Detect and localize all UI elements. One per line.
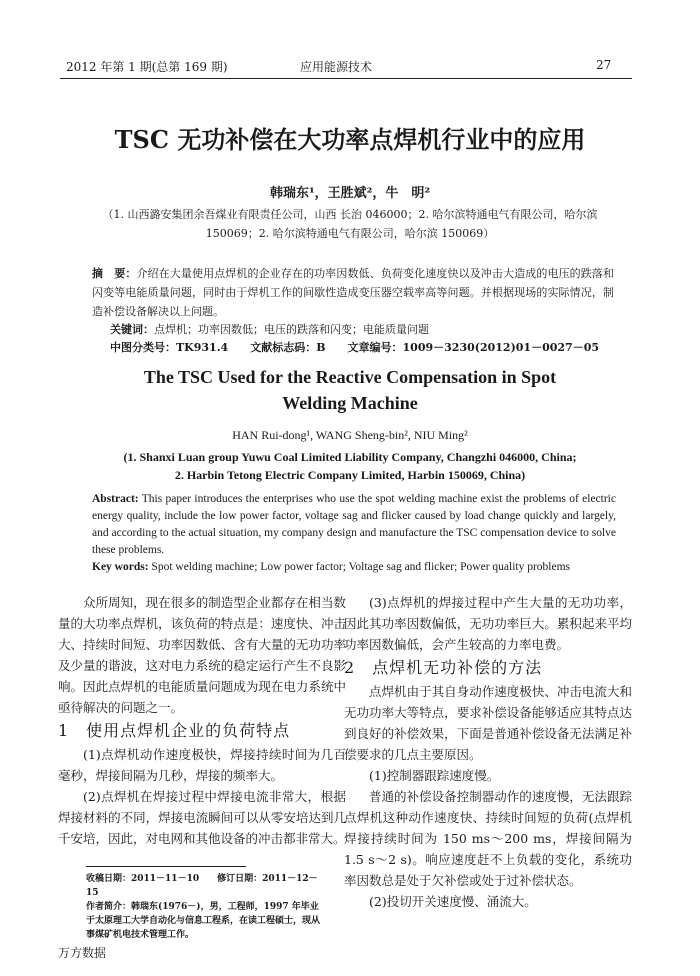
- body-column-left: [58, 592, 346, 849]
- keywords-english-label: Key words:: [92, 561, 149, 573]
- abstract-chinese-label: 摘 要：: [92, 267, 137, 280]
- header-issue: 2012 年第 1 期(总第 169 期): [66, 60, 228, 74]
- keywords-chinese-text: 点焊机；功率因数低；电压的跌落和闪变；电能质量问题: [154, 323, 429, 336]
- title-chinese: TSC 无功补偿在大功率点焊机行业中的应用: [114, 125, 586, 154]
- abstract-chinese: [92, 264, 614, 321]
- section-heading-2: 2 点焊机无功补偿的方法: [344, 658, 543, 677]
- body-paragraph: 众所周知，现在很多的制造型企业都存在相当数量的大功率点焊机，该负荷的特点是：速度快、冲击大、持续时间短、功率因数低、含有大量的无功功率及少量的谐波，这对电力系统的稳定运行产生不良影响。因此点焊机的电能质量问题成为现在电力系统中亟待解决的问题之一。: [58, 595, 346, 715]
- header-page-number: 27: [596, 58, 612, 72]
- body-paragraph: (2)投切开关速度慢、涌流大。: [369, 894, 537, 909]
- affiliation-english-line-1: (1. Shanxi Luan group Yuwu Coal Limited Liability Company, Changzhi 046000, China;: [123, 450, 577, 464]
- clc-number: 中图分类号：TK931.4: [110, 341, 229, 354]
- header-journal: 应用能源技术: [300, 60, 373, 74]
- footnote: [86, 872, 326, 942]
- body-paragraph: (2)点焊机在焊接过程中焊接电流非常大，根据焊接材料的不同，焊接电流瞬间可以从零安培达到几千安培，因此，对电网和其他设备的冲击都非常大。: [58, 789, 346, 846]
- affiliation-english-line-2: 2. Harbin Tetong Electric Company Limited, Harbin 150069, China): [174, 468, 526, 482]
- footnote-dates: 收稿日期：2011－11－10 修订日期：2011－12－15: [86, 874, 318, 898]
- affiliation-chinese: （1. 山西潞安集团余吾煤业有限责任公司，山西 长治 046000；2. 哈尔滨特通电气有限公司，哈尔滨 150069；2. 哈尔滨特通电气有限公司，哈尔滨 150069）: [102, 208, 598, 240]
- footnote-rule: [86, 866, 246, 867]
- body-paragraph: (3)点焊机的焊接过程中产生大量的无功功率，因此其功率因数偏低，无功功率巨大。累积起来平均功率因数偏低，会产生较高的力率电费。: [344, 595, 632, 652]
- affiliation-english: [90, 448, 610, 484]
- keywords-chinese-label: 关键词：: [110, 323, 154, 336]
- keywords-english-text: Spot welding machine; Low power factor; Voltage sag and flicker; Power quality problems: [148, 561, 571, 573]
- abstract-english: [92, 491, 616, 559]
- article-number: 文章编号：1009－3230(2012)01－0027－05: [347, 341, 600, 354]
- body-column-right: [344, 592, 632, 912]
- abstract-english-text: This paper introduces the enterprises who use the spot welding machine exist the problems of electric energy quality, include the low power factor, voltage sag and flicker caused by load change quickly and largely, and according to the actual situation, my company design and manufacture the TSC compensation device to solve these problems.: [92, 493, 616, 556]
- document-code: 文献标志码：B: [250, 341, 326, 354]
- authors-chinese: 韩瑞东¹，王胜斌²，牛 明²: [269, 186, 431, 201]
- body-paragraph: (1)点焊机动作速度极快，焊接持续时间为几百毫秒，焊接间隔为几秒，焊接的频率大。: [58, 747, 346, 783]
- classification-line: [110, 339, 640, 355]
- body-paragraph: 普通的补偿设备控制器动作的速度慢，无法跟踪点焊机这种动作速度快、持续时间短的负荷(点焊机焊接持续时间为 150 ms～200 ms，焊接间隔为 1.5 s～2 s)。响应速度赶不上负载的变化，系统功率因数总是处于欠补偿或处于过补偿状态。: [344, 789, 632, 888]
- abstract-chinese-text: 介绍在大量使用点焊机的企业存在的功率因数低、负荷变化速度快以及冲击大造成的电压的跌落和闪变等电能质量问题，同时由于焊机工作的间歇性造成变压器空载率高等问题。并根据现场的实际情况，制造补偿设备解决以上问题。: [92, 267, 614, 318]
- header-rule: [60, 78, 632, 79]
- footnote-author-bio: 作者简介：韩瑞东(1976－)，男，工程师，1997 年毕业于太原理工大学自动化与信息工程系，在读工程硕士，现从事煤矿机电技术管理工作。: [86, 902, 321, 940]
- abstract-english-label: Abstract:: [92, 493, 139, 505]
- body-paragraph: 点焊机由于其自身动作速度极快、冲击电流大和无功功率大等特点，要求补偿设备能够适应其特点达到良好的补偿效果，下面是普通补偿设备无法满足补偿要求的几点主要原因。: [344, 684, 632, 762]
- footer-watermark: 万方数据: [58, 946, 107, 960]
- authors-english: HAN Rui-dong¹, WANG Sheng-bin², NIU Ming²: [232, 428, 468, 442]
- body-paragraph: (1)控制器跟踪速度慢。: [369, 768, 500, 783]
- keywords-chinese: [110, 321, 620, 337]
- section-heading-1: 1 使用点焊机企业的负荷特点: [58, 721, 291, 740]
- title-english: The TSC Used for the Reactive Compensation in Spot Welding Machine: [143, 367, 557, 413]
- keywords-english: [92, 561, 622, 573]
